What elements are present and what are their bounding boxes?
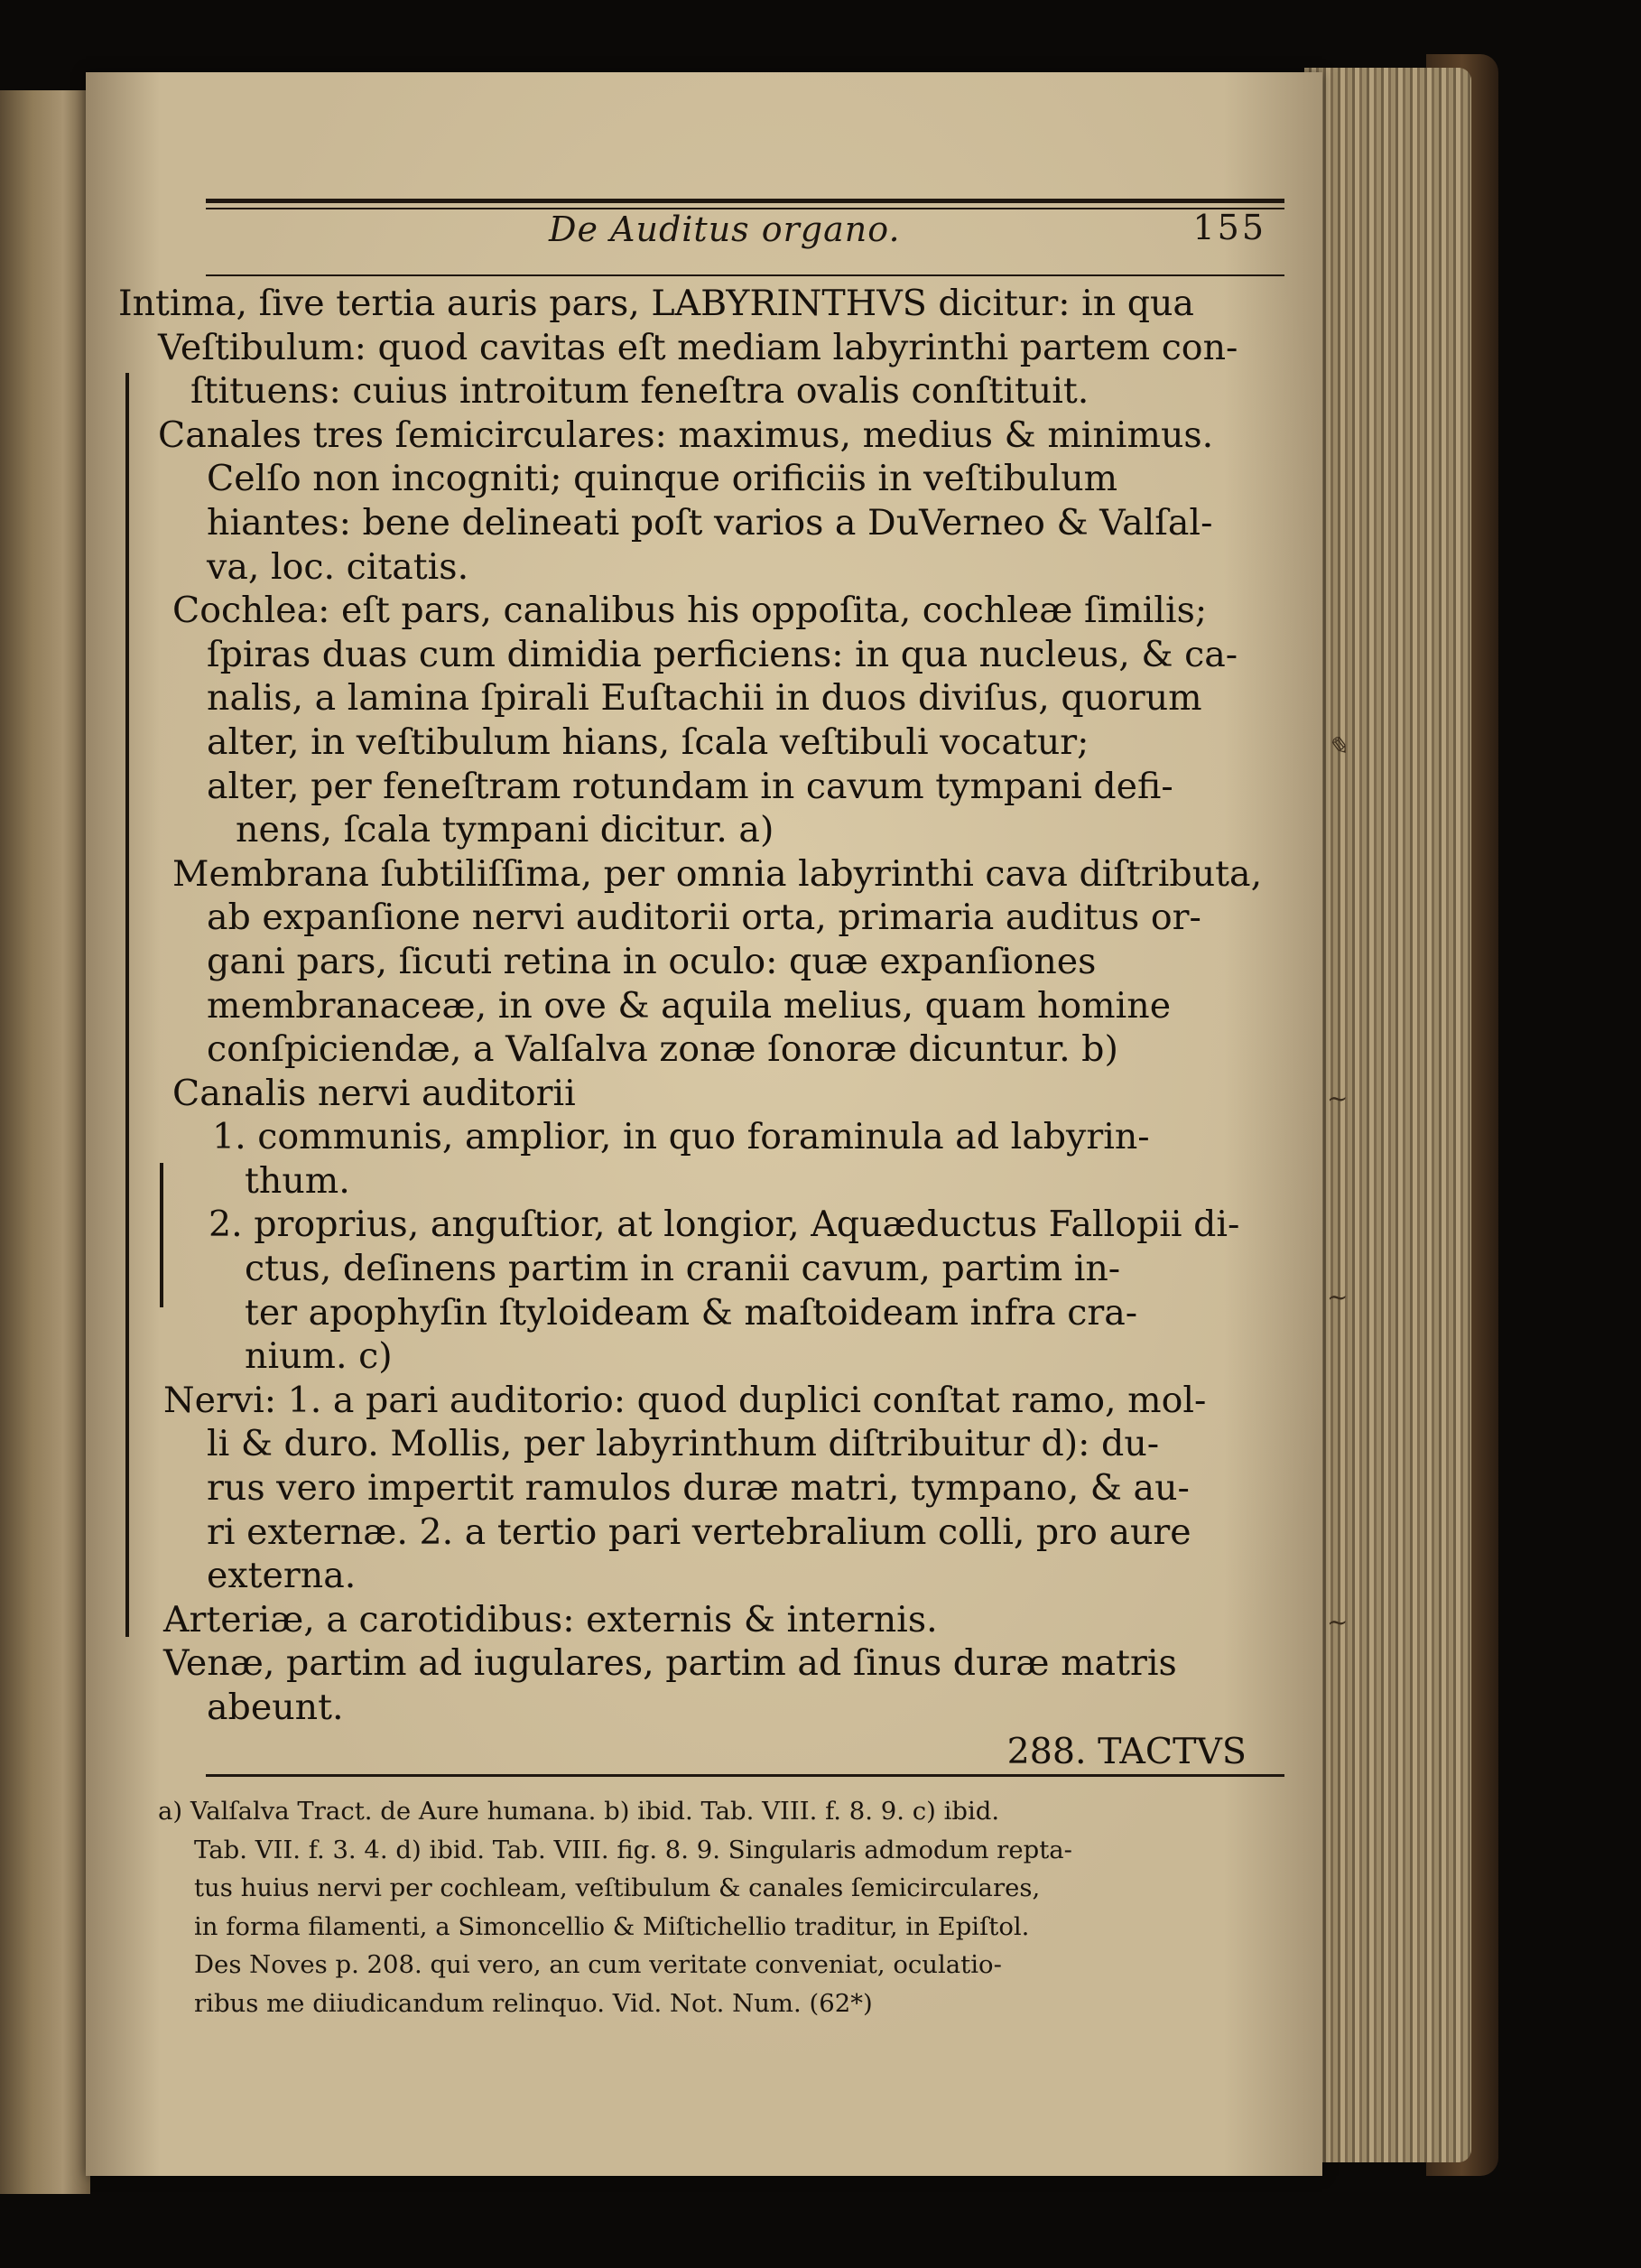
text-line: Veſtibulum: quod cavitas eſt mediam labyrinthi partem con- bbox=[158, 326, 1238, 368]
text-line: ter apophyſin ſtyloideam & maſtoideam infra cra- bbox=[245, 1291, 1138, 1334]
footnote-line: a) Valſalva Tract. de Aure humana. b) ibid. Tab. VIII. f. 8. 9. c) ibid. bbox=[158, 1797, 1000, 1826]
handwritten-margin-marks bbox=[1309, 704, 1363, 1697]
text-line: Canalis nervi auditorii bbox=[172, 1072, 576, 1114]
running-head bbox=[206, 200, 1284, 264]
text-line: conſpiciendæ, a Valſalva zonæ ſonoræ dicuntur. b) bbox=[207, 1028, 1118, 1071]
text-line: hiantes: bene delineati poſt varios a DuVerneo & Valſal- bbox=[207, 501, 1213, 544]
text-line: Nervi: 1. a pari auditorio: quod duplici conſtat ramo, mol- bbox=[163, 1379, 1207, 1421]
footnote-line: ribus me diiudicandum relinquo. Vid. Not. Num. (62*) bbox=[194, 1988, 873, 2018]
left-page-edge bbox=[0, 90, 90, 2194]
running-title: De Auditus organo. bbox=[549, 209, 901, 249]
footnotes bbox=[158, 1792, 1295, 2022]
footnote-line: Des Noves p. 208. qui vero, an cum veritate conveniat, oculatio- bbox=[194, 1950, 1002, 1979]
text-line: alter, in veſtibulum hians, ſcala veſtibuli vocatur; bbox=[207, 720, 1089, 763]
text-line: Canales tres ſemicirculares: maximus, medius & minimus. bbox=[158, 414, 1214, 456]
text-line: Venæ, partim ad iugulares, partim ad ſinus duræ matris bbox=[163, 1642, 1177, 1685]
margin-mark: ~ bbox=[1327, 1607, 1349, 1637]
text-line: ri externæ. 2. a tertio pari vertebralium colli, pro aure bbox=[207, 1510, 1191, 1553]
text-line: Cochlea: eſt pars, canalibus his oppoſita, cochleæ ſimilis; bbox=[172, 590, 1208, 632]
footnote-line: Tab. VII. f. 3. 4. d) ibid. Tab. VIII. fig. 8. 9. Singularis admodum repta- bbox=[194, 1835, 1072, 1864]
catchword: 288. TACTVS bbox=[1006, 1730, 1247, 1772]
main-text bbox=[118, 282, 1319, 1773]
text-line: li & duro. Mollis, per labyrinthum diſtribuitur d): du- bbox=[207, 1423, 1160, 1465]
text-line: nium. c) bbox=[245, 1335, 393, 1378]
text-line: abeunt. bbox=[207, 1687, 344, 1728]
margin-mark: ✎ bbox=[1327, 731, 1349, 761]
footnote-rule bbox=[206, 1774, 1284, 1777]
footnote-line: in forma filamenti, a Simoncellio & Miſtichellio traditur, in Epiſtol. bbox=[194, 1911, 1030, 1941]
text-line: Arteriæ, a carotidibus: externis & internis. bbox=[163, 1598, 938, 1641]
margin-mark: ~ bbox=[1327, 1282, 1349, 1312]
text-line: nens, ſcala tympani dicitur. a) bbox=[236, 809, 774, 851]
text-line: rus vero impertit ramulos duræ matri, tympano, & au- bbox=[207, 1467, 1190, 1510]
text-line: Intima, ſive tertia auris pars, LABYRINTHVS dicitur: in qua bbox=[118, 283, 1194, 324]
text-line: ctus, deſinens partim in cranii cavum, partim in- bbox=[245, 1248, 1121, 1290]
footnote-line: tus huius nervi per cochleam, veſtibulum & canales ſemicirculares, bbox=[194, 1873, 1041, 1902]
text-line: ſpiras duas cum dimidia perficiens: in qua nucleus, & ca- bbox=[207, 633, 1238, 675]
text-line: ab expanſione nervi auditorii orta, primaria auditus or- bbox=[207, 897, 1201, 939]
text-line: va, loc. citatis. bbox=[207, 545, 469, 588]
text-line: alter, per feneſtram rotundam in cavum tympani defi- bbox=[207, 765, 1173, 807]
text-line: 2. proprius, anguſtior, at longior, Aquæductus Fallopii di- bbox=[209, 1204, 1240, 1246]
book-page bbox=[86, 72, 1349, 2176]
text-line: nalis, a lamina ſpirali Euſtachii in duos diviſus, quorum bbox=[207, 677, 1202, 720]
text-line: Celſo non incogniti; quinque orificiis in veſtibulum bbox=[207, 458, 1118, 500]
text-line: 1. communis, amplior, in quo foraminula ad labyrin- bbox=[212, 1116, 1150, 1158]
page-number: 155 bbox=[1192, 208, 1266, 247]
text-line: ſtituens: cuius introitum feneſtra ovalis conſtituit. bbox=[190, 370, 1089, 413]
margin-mark: ~ bbox=[1327, 1083, 1349, 1113]
header-rule-bottom bbox=[206, 274, 1284, 276]
text-line: membranaceæ, in ove & aquila melius, quam homine bbox=[207, 984, 1172, 1027]
text-line: externa. bbox=[207, 1555, 357, 1597]
text-line: thum. bbox=[245, 1159, 350, 1202]
text-line: gani pars, ſicuti retina in oculo: quæ expanſiones bbox=[207, 940, 1097, 982]
text-line: Membrana ſubtiliſſima, per omnia labyrinthi cava diſtributa, bbox=[172, 852, 1263, 895]
